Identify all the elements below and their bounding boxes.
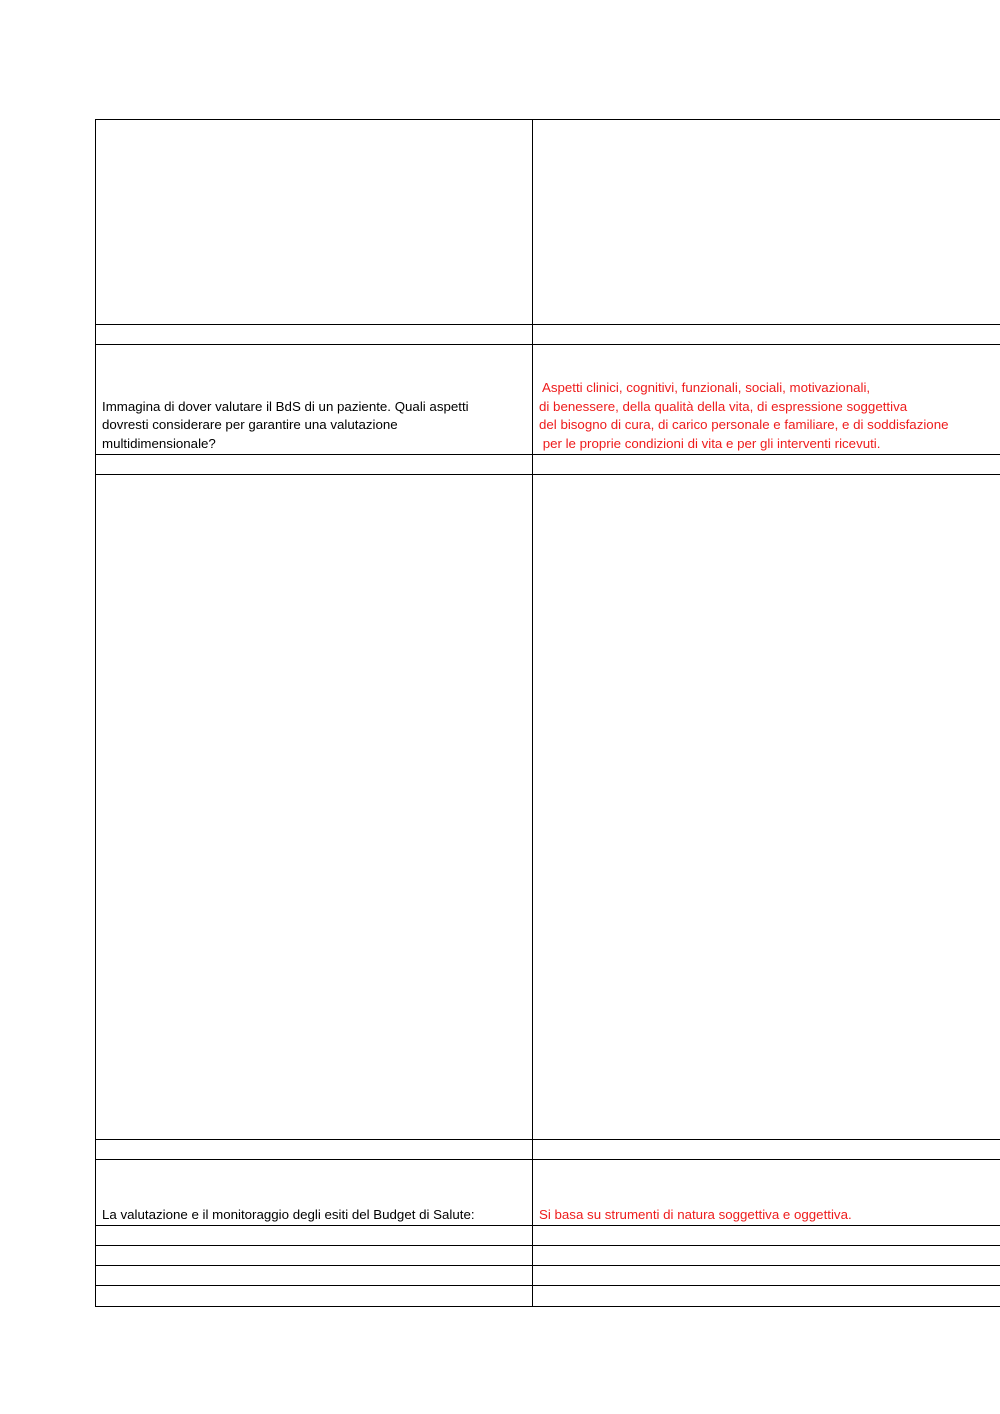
answer-line: per le proprie condizioni di vita e per gli interventi ricevuti. (539, 435, 881, 451)
table-row (96, 120, 1000, 325)
table-row (96, 1140, 1000, 1160)
answer-cell (533, 345, 1000, 454)
question-cell (96, 1226, 533, 1245)
question-line: Immagina di dover valutare il BdS di un paziente. Quali aspetti (102, 398, 469, 414)
question-line: La valutazione e il monitoraggio degli esiti del Budget di Salute: (102, 1206, 475, 1222)
table-row (96, 1160, 1000, 1226)
answer-line: Si basa su strumenti di natura soggettiva e oggettiva. (539, 1206, 852, 1222)
table-row (96, 475, 1000, 1140)
answer-cell (533, 1140, 1000, 1159)
answer-cell (533, 325, 1000, 344)
worksheet-table (95, 119, 1000, 1307)
answer-cell (533, 455, 1000, 474)
answer-cell (533, 1266, 1000, 1285)
answer-text (539, 1206, 996, 1224)
table-row (96, 345, 1000, 455)
question-cell (96, 475, 533, 1139)
question-cell (96, 1140, 533, 1159)
question-line: multidimensionale? (102, 435, 216, 451)
answer-line: di benessere, della qualità della vita, di espressione soggettiva (539, 398, 908, 414)
answer-line: del bisogno di cura, di carico personale e familiare, e di soddisfazione (539, 417, 949, 433)
table-row (96, 455, 1000, 475)
question-cell (96, 1246, 533, 1265)
question-cell (96, 455, 533, 474)
question-text (102, 398, 528, 453)
answer-line: Aspetti clinici, cognitivi, funzionali, sociali, motivazionali, (539, 380, 871, 396)
table-row (96, 1286, 1000, 1307)
answer-cell (533, 1160, 1000, 1225)
question-cell (96, 1266, 533, 1285)
question-text (102, 1206, 528, 1224)
question-cell (96, 325, 533, 344)
answer-cell (533, 1226, 1000, 1245)
table-row (96, 325, 1000, 345)
answer-cell (533, 475, 1000, 1139)
question-line: dovresti considerare per garantire una valutazione (102, 417, 398, 433)
question-cell (96, 120, 533, 324)
answer-text (539, 379, 996, 453)
question-cell (96, 1286, 533, 1306)
question-cell (96, 345, 533, 454)
table-row (96, 1246, 1000, 1266)
table-row (96, 1226, 1000, 1246)
table-row (96, 1266, 1000, 1286)
question-cell (96, 1160, 533, 1225)
answer-cell (533, 1286, 1000, 1306)
answer-cell (533, 1246, 1000, 1265)
answer-cell (533, 120, 1000, 324)
